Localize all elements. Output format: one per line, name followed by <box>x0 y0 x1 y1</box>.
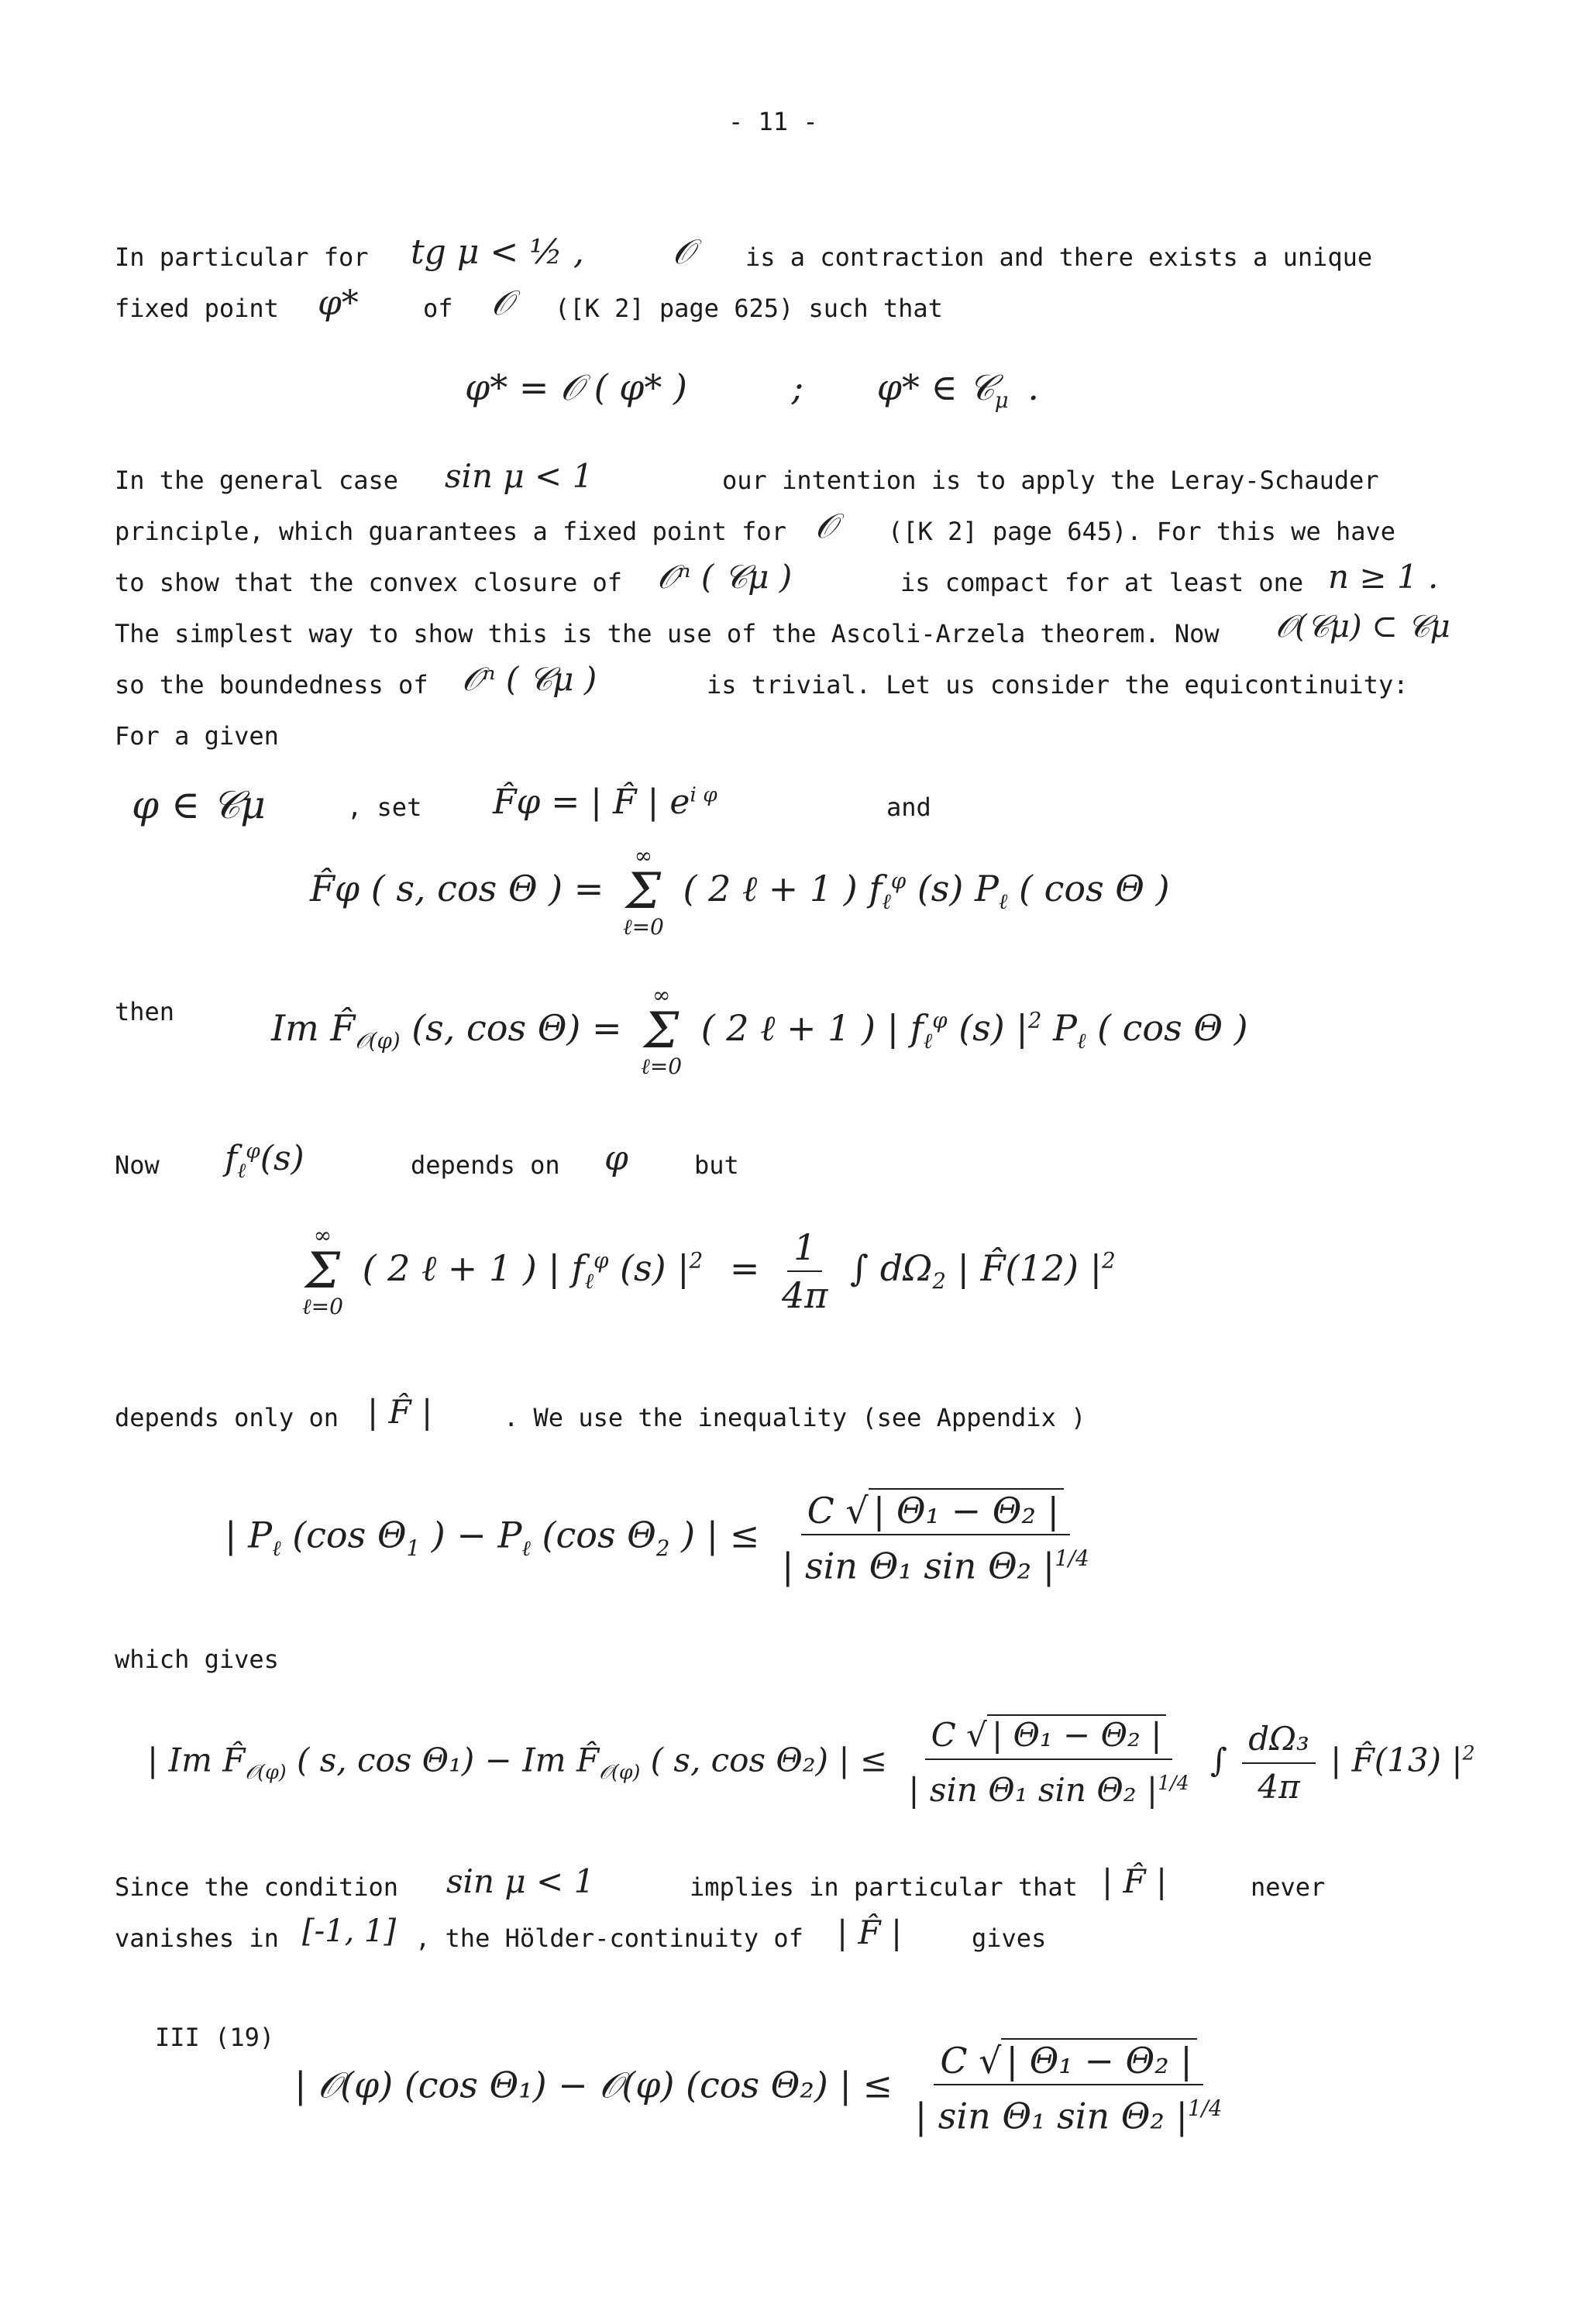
eq-parseval-sum-sym: Σ <box>305 1243 341 1300</box>
eq-ineq2-int: ∫ <box>1210 1741 1227 1779</box>
eq-series-sum-bot: ℓ=0 <box>622 914 664 940</box>
eq-ineq2-c: C <box>931 1716 956 1754</box>
para1-line1-O: 𝒪 <box>673 232 694 272</box>
eq-fixed-right-sub: μ <box>994 387 1009 414</box>
para2-line4-a: The simplest way to show this is the use of the Ascoli-Arzela theorem. Now <box>115 619 1220 648</box>
para2-line4-math: 𝒪(𝒞μ) ⊂ 𝒞μ <box>1275 609 1450 645</box>
set-line-math1: φ ∈ 𝒞μ <box>132 782 266 827</box>
eq-fixed-end: . <box>1027 366 1039 408</box>
depends-line-b: . We use the inequality (see Appendix ) <box>504 1403 1086 1432</box>
eq-ineq2-numerator: C √ | Θ₁ − Θ₂ | <box>925 1712 1173 1760</box>
para2-line1-a: In the general case <box>115 466 399 495</box>
now-line-math-b: (s) <box>260 1139 305 1178</box>
eq-series-sum <box>623 844 664 939</box>
eq-parseval-lhs-sub: ℓ <box>584 1268 594 1294</box>
eq-parseval-lhs-b: (s) | <box>620 1247 690 1289</box>
eq-final-numerator: C √ | Θ₁ − Θ₂ | <box>934 2037 1203 2085</box>
eq-series-lhs: F̂φ ( s, cos Θ ) = <box>310 868 604 909</box>
eq-parseval-eq: = <box>729 1247 760 1289</box>
eq-final-num: | Θ₁ − Θ₂ | <box>1001 2038 1196 2082</box>
para2-line6: For a given <box>115 721 279 751</box>
since-line1-a: Since the condition <box>115 1872 399 1902</box>
para2-line3-b: is compact for at least one <box>900 568 1304 597</box>
para2-line3-math: 𝒪ⁿ ( 𝒞μ ) <box>657 558 793 596</box>
eq-ineq1-numerator: C √ | Θ₁ − Θ₂ | <box>801 1487 1070 1535</box>
eq-ineq1-lhs-sub1: 1 <box>406 1535 421 1561</box>
eq-ineq2-frac <box>902 1712 1195 1813</box>
eq-series-rhs-sup: φ <box>890 868 907 894</box>
eq-im-lhs: Im F̂ <box>271 1007 356 1049</box>
eq-ineq2-den2: 4π <box>1258 1767 1300 1806</box>
eq-im-sum-sym: Σ <box>644 1002 680 1060</box>
eq-ineq1-lhs-e: ) | ≤ <box>681 1514 760 1556</box>
then-label: then <box>115 997 175 1026</box>
now-line-math-f: f <box>225 1139 238 1178</box>
now-line-math <box>225 1139 305 1183</box>
eq-ineq2-den-sup: 1/4 <box>1158 1772 1189 1794</box>
equation-im <box>271 984 1248 1078</box>
eq-ineq2-lhs-b: ( s, cos Θ₁) − Im F̂ <box>296 1741 600 1779</box>
eq-parseval-sum-bot: ℓ=0 <box>302 1294 343 1319</box>
para2-line2-O: 𝒪 <box>815 507 837 546</box>
eq-im-rhs-sub2: ℓ <box>1076 1028 1086 1054</box>
eq-final-den-sup: 1/4 <box>1188 2095 1223 2121</box>
para1-line1-b: is a contraction and there exists a unique <box>745 242 1373 272</box>
eq-ineq1-c: C <box>807 1490 834 1532</box>
equation-series <box>310 844 1170 939</box>
eq-ineq1-lhs-sub3: 2 <box>655 1535 670 1561</box>
eq-parseval-frac <box>776 1224 834 1318</box>
eq-im-rhs-d: ( cos Θ ) <box>1097 1007 1248 1049</box>
eq-ineq2-lhs-sub: 𝒪(φ) <box>245 1760 287 1783</box>
eq-im-rhs-sup: φ <box>932 1007 948 1033</box>
eq-im-rhs-sup2: 2 <box>1027 1007 1042 1033</box>
eq-ineq2-tail-sup: 2 <box>1462 1741 1475 1765</box>
eq-parseval-lhs: ( 2 ℓ + 1 ) | f <box>362 1247 585 1289</box>
since-line2-c: gives <box>972 1923 1047 1953</box>
now-line-math-sub: ℓ <box>237 1158 246 1183</box>
equation-inequality-2 <box>147 1712 1475 1813</box>
eq-fixed-left: φ* = 𝒪 ( φ* ) <box>465 366 687 408</box>
para1-line2-a: fixed point <box>115 294 279 323</box>
eq-ineq2-den: | sin Θ₁ sin Θ₂ | <box>908 1771 1158 1809</box>
eq-parseval-rhs-sub: 2 <box>932 1268 946 1294</box>
eq-final-denominator <box>909 2085 1229 2139</box>
eq-ineq2-num: | Θ₁ − Θ₂ | <box>987 1714 1166 1754</box>
eq-fixed-sep: ; <box>791 366 804 408</box>
para1-line2-c: ([K 2] page 625) such that <box>555 294 943 323</box>
eq-ineq2-lhs-c: ( s, cos Θ₂) | ≤ <box>650 1741 888 1779</box>
since-line2-b: , the Hölder-continuity of <box>415 1923 803 1953</box>
equation-final <box>294 2037 1233 2139</box>
para2-line2-b: ([K 2] page 645). For this we have <box>888 517 1396 546</box>
eq-ineq1-lhs: | P <box>225 1514 273 1556</box>
eq-ineq1-denominator <box>776 1535 1096 1589</box>
since-line2-a: vanishes in <box>115 1923 279 1953</box>
eq-ineq2-lhs: | Im F̂ <box>147 1741 246 1779</box>
now-line-c: but <box>694 1150 739 1180</box>
eq-ineq2-num2: dΩ₃ <box>1242 1716 1316 1764</box>
eq-ineq2-lhs-sub2: 𝒪(φ) <box>599 1760 641 1783</box>
eq-parseval-den: 4π <box>782 1274 828 1316</box>
eq-parseval-lhs-sup2: 2 <box>689 1247 704 1274</box>
set-line-comma: , set <box>347 792 422 822</box>
para2-line3-math2: n ≥ 1 . <box>1328 558 1439 596</box>
eq-ineq2-frac2 <box>1242 1716 1316 1810</box>
eq-ineq1-frac <box>776 1487 1096 1589</box>
eq-im-lhs-sub: 𝒪(φ) <box>355 1028 401 1054</box>
eq-parseval-lhs-sup: φ <box>594 1247 609 1274</box>
para1-line2-b: of <box>423 294 453 323</box>
eq-ineq1-den: | sin Θ₁ sin Θ₂ | <box>781 1545 1055 1587</box>
since-line1-math: sin μ < 1 <box>446 1862 595 1900</box>
para2-line5-a: so the boundedness of <box>115 670 428 700</box>
eq-ineq1-num: | Θ₁ − Θ₂ | <box>869 1488 1064 1532</box>
eq-im-lhs-b: (s, cos Θ) = <box>411 1007 622 1049</box>
eq-parseval-rhs-sup: 2 <box>1102 1247 1116 1274</box>
eq-series-rhs: ( 2 ℓ + 1 ) f <box>683 868 883 909</box>
equation-label: III (19) <box>155 2023 275 2052</box>
eq-final-c: C <box>940 2040 968 2082</box>
eq-ineq1-lhs-sub2: ℓ <box>521 1535 531 1561</box>
since-line1-c: never <box>1251 1872 1326 1902</box>
eq-series-sum-top: ∞ <box>634 843 653 868</box>
eq-final-lhs: | 𝒪(φ) (cos Θ₁) − 𝒪(φ) (cos Θ₂) | ≤ <box>294 2064 893 2106</box>
set-line-math2-sup: i φ <box>690 782 717 807</box>
eq-ineq1-lhs-d: (cos Θ <box>542 1514 656 1556</box>
eq-series-rhs-end2: ( cos Θ ) <box>1019 868 1170 909</box>
equation-parseval <box>294 1224 1116 1318</box>
para1-line2-phi: φ* <box>318 284 359 323</box>
which-gives-label: which gives <box>115 1645 279 1674</box>
eq-im-rhs-sub: ℓ <box>923 1028 933 1054</box>
para2-line1-math: sin μ < 1 <box>445 457 594 495</box>
set-line-and: and <box>886 792 931 822</box>
eq-ineq1-den-sup: 1/4 <box>1055 1545 1089 1571</box>
eq-series-rhs-sub: ℓ <box>882 889 891 915</box>
eq-ineq2-tail: | F̂(13) | <box>1330 1741 1463 1779</box>
equation-inequality-1 <box>225 1487 1100 1589</box>
eq-ineq2-denominator <box>902 1760 1195 1813</box>
eq-ineq1-lhs-b: (cos Θ <box>292 1514 407 1556</box>
eq-im-rhs-c: P <box>1053 1007 1077 1049</box>
eq-parseval-sum <box>302 1224 343 1318</box>
eq-parseval-num: 1 <box>787 1224 822 1272</box>
page-number: - 11 - <box>728 107 818 136</box>
eq-parseval-rhs-b: | F̂(12) | <box>957 1247 1103 1289</box>
para2-line3-a: to show that the convex closure of <box>115 568 623 597</box>
eq-final-frac <box>909 2037 1229 2139</box>
para2-line1-b: our intention is to apply the Leray-Schauder <box>722 466 1379 495</box>
eq-final-den: | sin Θ₁ sin Θ₂ | <box>914 2095 1188 2137</box>
para2-line2-a: principle, which guarantees a fixed point for <box>115 517 786 546</box>
para1-line1-a: In particular for <box>115 242 369 272</box>
now-line-b: depends on <box>411 1150 560 1180</box>
eq-ineq1-lhs-c: ) − P <box>431 1514 522 1556</box>
para1-line2-O: 𝒪 <box>491 284 513 323</box>
eq-parseval-sum-top: ∞ <box>313 1222 332 1248</box>
since-line1-math2: | F̂ | <box>1102 1862 1168 1900</box>
since-line2-math2: | F̂ | <box>837 1913 903 1951</box>
eq-im-sum <box>641 984 682 1078</box>
para2-line5-b: is trivial. Let us consider the equicontinuity: <box>707 670 1409 700</box>
para2-line5-math: 𝒪ⁿ ( 𝒞μ ) <box>462 660 597 698</box>
set-line-math2-text: F̂φ = | F̂ | e <box>493 782 690 822</box>
eq-fixed-right: φ* ∈ 𝒞 <box>876 366 995 408</box>
eq-im-rhs-b: (s) | <box>958 1007 1028 1049</box>
equation-fixed-point <box>465 364 1039 424</box>
now-line-a: Now <box>115 1150 160 1180</box>
since-line2-math: [-1, 1] <box>302 1913 397 1949</box>
depends-line-math: | F̂ | <box>367 1393 433 1431</box>
eq-ineq1-lhs-sub: ℓ <box>272 1535 281 1561</box>
eq-series-rhs-sub2: ℓ <box>998 889 1008 915</box>
eq-parseval-rhs: ∫ dΩ <box>850 1247 933 1289</box>
set-line-math2 <box>493 782 717 822</box>
eq-series-rhs-end: (s) P <box>917 868 999 909</box>
since-line1-b: implies in particular that <box>690 1872 1078 1902</box>
eq-im-sum-top: ∞ <box>652 982 671 1008</box>
eq-im-sum-bot: ℓ=0 <box>641 1054 683 1079</box>
eq-series-sum-sym: Σ <box>625 863 662 920</box>
eq-im-rhs: ( 2 ℓ + 1 ) | f <box>700 1007 924 1049</box>
now-line-phi: φ <box>604 1139 628 1178</box>
now-line-math-sup: φ <box>246 1139 260 1164</box>
para1-line1-math: tg μ < ½ , <box>411 232 584 272</box>
depends-line-a: depends only on <box>115 1403 339 1432</box>
